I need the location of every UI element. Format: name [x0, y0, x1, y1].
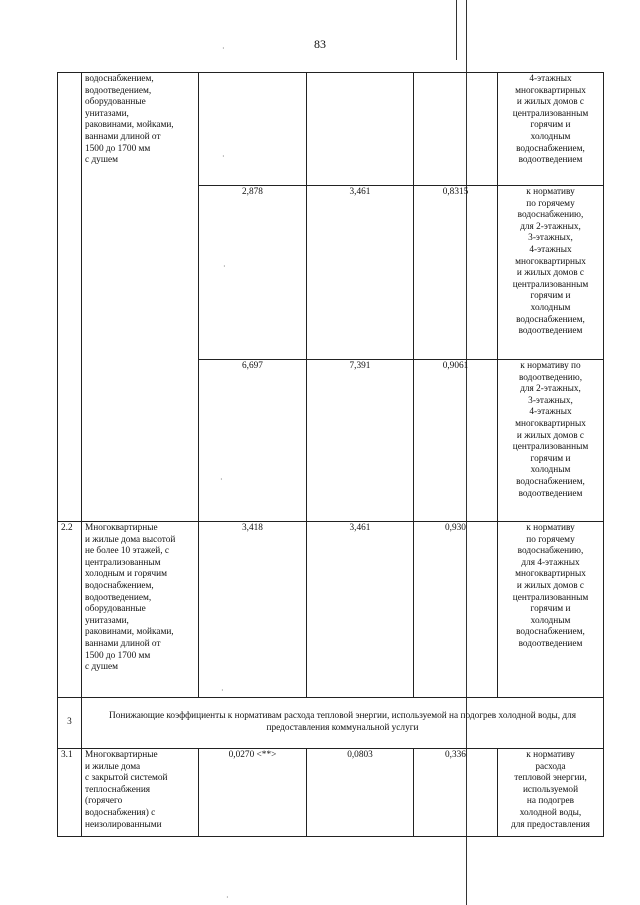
section-number: 3 [67, 717, 72, 728]
value-cell [307, 749, 414, 837]
table-row [58, 522, 604, 698]
row-number: 3.1 [61, 750, 73, 760]
value-cell [414, 73, 498, 186]
coefficients-table [57, 72, 604, 837]
row-note: к нормативу расхода тепловой энергии, используемой на подогрев холодной воды, для предоставления [511, 750, 590, 830]
row-description: Многоквартирные и жилые дома с закрытой системой теплоснабжения (горячего водоснабжения) с неизолированными [85, 750, 168, 830]
section-number-cell [58, 698, 82, 749]
value-1: 0,0270 <**> [228, 750, 277, 760]
note-cell [498, 522, 604, 698]
table-row [58, 749, 604, 837]
row-note: к нормативу по горячему водоснабжению, для 4-этажных многоквартирных и жилых домов с централизованным горячим и холодным водоснабжением, водоотведением [512, 523, 589, 649]
value-2: 0,0803 [347, 750, 373, 760]
scan-speck: · [226, 893, 229, 902]
note-cell [498, 360, 604, 522]
value-cell [199, 186, 307, 360]
row-number-cell [58, 522, 82, 698]
value-cell [199, 522, 307, 698]
value-2: 3,461 [349, 523, 371, 533]
value-cell [414, 749, 498, 837]
value-cell [199, 360, 307, 522]
table-row [58, 73, 604, 186]
scan-speck: · [220, 475, 223, 484]
row-description: водоснабжением, водоотведением, оборудованные унитазами, раковинами, мойками, ваннами длиной от 1500 до 1700 мм с душем [85, 74, 174, 166]
note-cell [498, 186, 604, 360]
value-cell [307, 360, 414, 522]
scan-speck: · [223, 262, 226, 271]
value-3: 0,9061 [442, 361, 469, 371]
page-number: 83 [314, 37, 326, 51]
value-2: 3,461 [349, 187, 371, 197]
value-2: 7,391 [349, 361, 371, 371]
row-number-cell [58, 73, 82, 522]
value-cell [307, 186, 414, 360]
value-3: 0,930 [445, 523, 466, 533]
scan-speck: · [221, 686, 224, 695]
value-1: 6,697 [242, 361, 263, 371]
row-note: 4-этажных многоквартирных и жилых домов с централизованным горячим и холодным водоснабжением, водоотведением [512, 74, 589, 166]
section-title: Понижающие коэффициенты к нормативам расхода тепловой энергии, используемой на подогрев холодной воды, для предоставления коммунальной услуги [109, 711, 576, 733]
value-cell [199, 749, 307, 837]
row-number: 2.2 [61, 523, 73, 533]
table-row [58, 698, 604, 749]
scan-speck: · [222, 152, 225, 161]
section-title-cell [82, 698, 604, 749]
description-cell [82, 749, 199, 837]
value-cell [414, 186, 498, 360]
row-note: к нормативу по горячему водоснабжению, для 2-этажных, 3-этажных, 4-этажных многоквартирных и жилых домов с централизованным горячим и холодным водоснабжением, водоотведением [512, 187, 589, 337]
scan-artifact-line [456, 0, 457, 60]
scan-speck: · [222, 44, 225, 53]
value-1: 2,878 [242, 187, 263, 197]
row-note: к нормативу по водоотведению, для 2-этажных, 3-этажных, 4-этажных многоквартирных и жилых домов с централизованным горячим и холодным водоснабжением, водоотведением [512, 361, 589, 499]
value-cell [414, 522, 498, 698]
description-cell [82, 73, 199, 522]
description-cell [82, 522, 199, 698]
value-3: 0,8315 [442, 187, 469, 197]
value-1: 3,418 [242, 523, 263, 533]
value-3: 0,336 [445, 750, 466, 760]
value-cell [307, 522, 414, 698]
note-cell [498, 73, 604, 186]
value-cell [307, 73, 414, 186]
value-cell [414, 360, 498, 522]
value-cell [199, 73, 307, 186]
row-description: Многоквартирные и жилые дома высотой не более 10 этажей, с централизованным холодным и горячим водоснабжением, водоотведением, оборудованные унитазами, раковинами, мойками, ваннами длиной от 1500 до 1700 мм с душем [85, 523, 176, 673]
row-number-cell [58, 749, 82, 837]
note-cell [498, 749, 604, 837]
